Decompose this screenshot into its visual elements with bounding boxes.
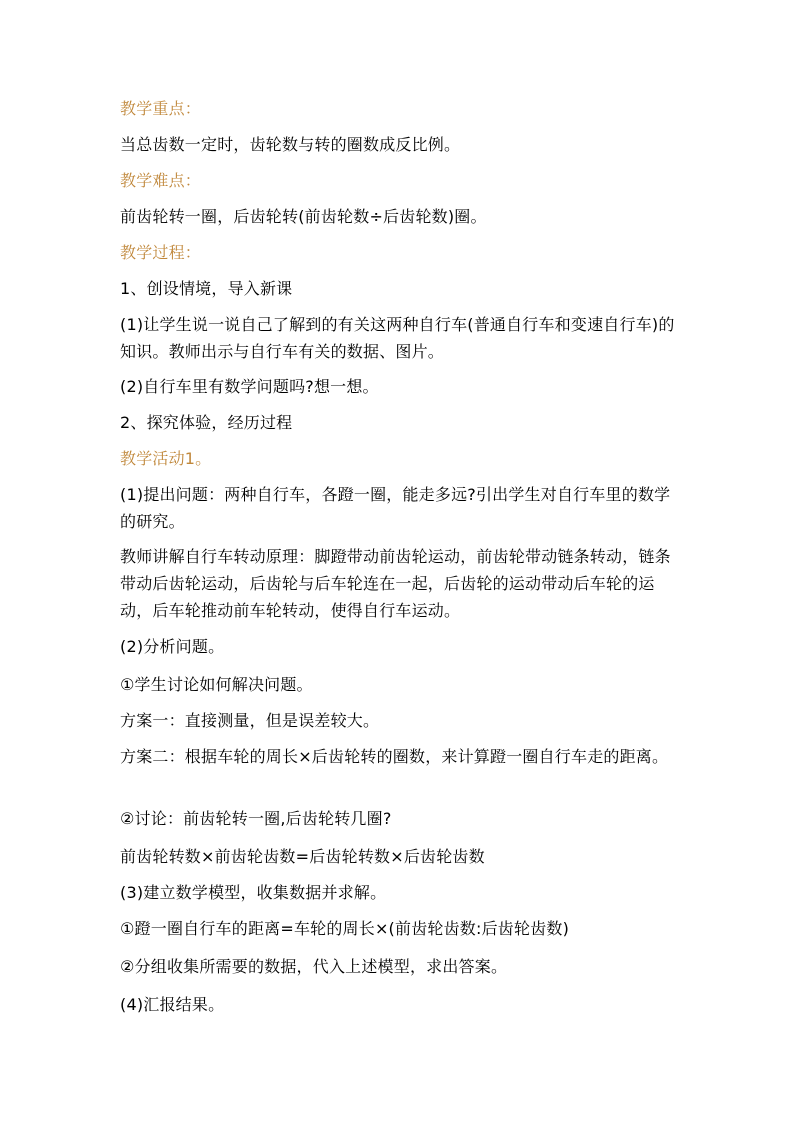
model-collect: ②分组收集所需要的数据，代入上述模型，求出答案。 xyxy=(120,957,508,976)
analyze-step: (2)分析问题。 xyxy=(120,637,225,656)
process-heading: 教学过程： xyxy=(120,243,202,262)
activity1-heading: 教学活动1。 xyxy=(120,449,212,468)
activity1-paragraph-1: (1)提出问题：两种自行车，各蹬一圈，能走多远?引出学生对自行车里的数学的研究。 xyxy=(120,485,671,531)
model-step: (3)建立数学模型，收集数据并求解。 xyxy=(120,883,387,902)
discuss-1: ①学生讨论如何解决问题。 xyxy=(120,675,313,694)
gear-formula: 前齿轮转数×前齿轮齿数=后齿轮转数×后齿轮齿数 xyxy=(120,847,485,866)
activity1-paragraph-2: 教师讲解自行车转动原理：脚蹬带动前齿轮运动，前齿轮带动链条转动，链条带动后齿轮运动，后齿轮与后车轮连在一起，后齿轮的运动带动后车轮的运动，后车轮推动前车轮转动，使得自行车运动。 xyxy=(120,547,671,620)
step1-paragraph-2: (2)自行车里有数学问题吗?想一想。 xyxy=(120,377,379,396)
plan-1: 方案一：直接测量，但是误差较大。 xyxy=(120,711,380,730)
plan-2: 方案二：根据车轮的周长×后齿轮转的圈数，来计算蹬一圈自行车走的距离。 xyxy=(120,747,669,766)
model-formula: ①蹬一圈自行车的距离=车轮的周长×(前齿轮齿数:后齿轮齿数) xyxy=(120,919,570,938)
difficulty-heading: 教学难点： xyxy=(120,171,202,190)
key-point-heading: 教学重点： xyxy=(120,99,202,118)
key-point-text: 当总齿数一定时，齿轮数与转的圈数成反比例。 xyxy=(120,135,461,154)
step2-title: 2、探究体验，经历过程 xyxy=(120,413,293,432)
report-step: (4)汇报结果。 xyxy=(120,995,225,1014)
step1-title: 1、创设情境，导入新课 xyxy=(120,279,293,298)
difficulty-text: 前齿轮转一圈，后齿轮转(前齿轮数÷后齿轮数)圈。 xyxy=(120,207,487,226)
discuss-2: ②讨论：前齿轮转一圈,后齿轮转几圈? xyxy=(120,809,392,828)
step1-paragraph-1: (1)让学生说一说自己了解到的有关这两种自行车(普通自行车和变速自行车)的知识。教师出示与自行车有关的数据、图片。 xyxy=(120,315,675,361)
